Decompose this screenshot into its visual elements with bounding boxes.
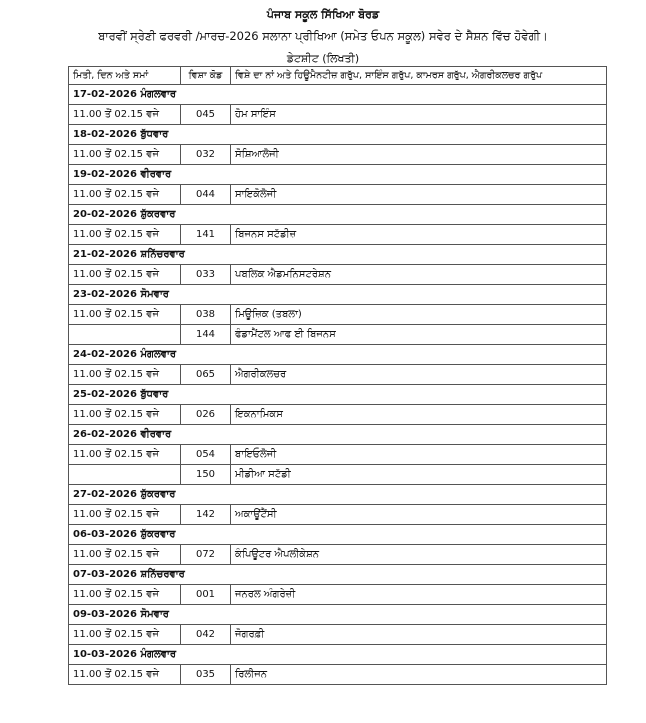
- exam-date: 25-02-2026 ਬੁੱਧਵਾਰ: [69, 385, 607, 405]
- exam-date: 27-02-2026 ਸ਼ੁੱਕਰਵਾਰ: [69, 485, 607, 505]
- date-row: [69, 345, 607, 365]
- subject-row: [69, 265, 607, 285]
- exam-date: 10-03-2026 ਮੰਗਲਵਾਰ: [69, 645, 607, 665]
- subject-code: 072: [181, 545, 231, 565]
- exam-time: 11.00 ਤੋਂ 02.15 ਵਜੇ: [69, 505, 181, 525]
- subject-row: [69, 105, 607, 125]
- date-row: [69, 525, 607, 545]
- column-header-date-time: ਮਿਤੀ, ਦਿਨ ਅਤੇ ਸਮਾਂ: [69, 67, 181, 85]
- exam-date: 23-02-2026 ਸੋਮਵਾਰ: [69, 285, 607, 305]
- subject-row: [69, 445, 607, 465]
- exam-time-empty: [69, 325, 181, 345]
- exam-date: 26-02-2026 ਵੀਰਵਾਰ: [69, 425, 607, 445]
- subject-code: 142: [181, 505, 231, 525]
- date-row: [69, 485, 607, 505]
- exam-time: 11.00 ਤੋਂ 02.15 ਵਜੇ: [69, 145, 181, 165]
- exam-time: 11.00 ਤੋਂ 02.15 ਵਜੇ: [69, 185, 181, 205]
- subject-code: 035: [181, 665, 231, 685]
- date-row: [69, 605, 607, 625]
- exam-date: 06-03-2026 ਸ਼ੁੱਕਰਵਾਰ: [69, 525, 607, 545]
- exam-time: 11.00 ਤੋਂ 02.15 ਵਜੇ: [69, 625, 181, 645]
- exam-time: 11.00 ਤੋਂ 02.15 ਵਜੇ: [69, 265, 181, 285]
- subject-name: ਸੋਸ਼ਿਆਲੋਜੀ: [231, 145, 607, 165]
- subject-code: 033: [181, 265, 231, 285]
- exam-date: 07-03-2026 ਸ਼ਨਿੱਚਰਵਾਰ: [69, 565, 607, 585]
- subject-name: ਪਬਲਿਕ ਐਡਮਨਿਸਟਰੇਸ਼ਨ: [231, 265, 607, 285]
- subject-row: [69, 665, 607, 685]
- subject-row: [69, 145, 607, 165]
- exam-time: 11.00 ਤੋਂ 02.15 ਵਜੇ: [69, 445, 181, 465]
- subject-row: [69, 545, 607, 565]
- exam-description: ਬਾਰਵੀਂ ਸ੍ਰੇਣੀ ਫਰਵਰੀ /ਮਾਰਚ-2026 ਸਲਾਨਾ ਪ੍ਰੀਖਿਆ (ਸਮੇਤ ਓਪਨ ਸਕੂਲ) ਸਵੇਰ ਦੇ ਸੈਸ਼ਨ ਵਿੱਚ ਹੋਵੇਗੀ।: [98, 29, 548, 43]
- date-row: [69, 205, 607, 225]
- exam-time: 11.00 ਤੋਂ 02.15 ਵਜੇ: [69, 405, 181, 425]
- subject-code: 054: [181, 445, 231, 465]
- exam-date: 09-03-2026 ਸੋਮਵਾਰ: [69, 605, 607, 625]
- exam-date: 24-02-2026 ਮੰਗਲਵਾਰ: [69, 345, 607, 365]
- datesheet-table: [68, 66, 607, 685]
- exam-time: 11.00 ਤੋਂ 02.15 ਵਜੇ: [69, 585, 181, 605]
- column-header-subject: ਵਿਸ਼ੇ ਦਾ ਨਾਂ ਅਤੇ ਹਿਊਮੈਨਟੀਜ਼ ਗਰੁੱਪ, ਸਾਇੰਸ ਗਰੁੱਪ, ਕਾਮਰਸ ਗਰੁੱਪ, ਐਗਰੀਕਲਚਰ ਗਰੁੱਪ: [231, 67, 607, 85]
- subject-row: [69, 405, 607, 425]
- subject-code: 065: [181, 365, 231, 385]
- subject-row: [69, 465, 607, 485]
- exam-time: 11.00 ਤੋਂ 02.15 ਵਜੇ: [69, 105, 181, 125]
- subject-name: ਐਗਰੀਕਲਚਰ: [231, 365, 607, 385]
- subject-name: ਇਕਨਾਮਿਕਸ: [231, 405, 607, 425]
- date-row: [69, 645, 607, 665]
- subject-name: ਜੋਗਰਫ਼ੀ: [231, 625, 607, 645]
- exam-time: 11.00 ਤੋਂ 02.15 ਵਜੇ: [69, 545, 181, 565]
- subject-row: [69, 625, 607, 645]
- subject-code: 001: [181, 585, 231, 605]
- exam-date: 18-02-2026 ਬੁੱਧਵਾਰ: [69, 125, 607, 145]
- subject-code: 042: [181, 625, 231, 645]
- exam-time: 11.00 ਤੋਂ 02.15 ਵਜੇ: [69, 365, 181, 385]
- subject-name: ਕੰਪਿਊਟਰ ਐਪਲੀਕੇਸ਼ਨ: [231, 545, 607, 565]
- table-header-row: [69, 67, 607, 85]
- date-row: [69, 125, 607, 145]
- datesheet-label: ਡੇਟਸ਼ੀਟ (ਲਿਖਤੀ): [286, 52, 360, 65]
- subject-code: 045: [181, 105, 231, 125]
- subject-name: ਮਿਊਜ਼ਿਕ (ਤਬਲਾ): [231, 305, 607, 325]
- subject-name: ਬਾਇਓਲੋਜੀ: [231, 445, 607, 465]
- subject-code: 032: [181, 145, 231, 165]
- date-row: [69, 165, 607, 185]
- subject-row: [69, 305, 607, 325]
- subject-row: [69, 325, 607, 345]
- subject-code: 038: [181, 305, 231, 325]
- date-row: [69, 565, 607, 585]
- date-row: [69, 85, 607, 105]
- subject-row: [69, 585, 607, 605]
- subject-name: ਹੋਮ ਸਾਇੰਸ: [231, 105, 607, 125]
- date-row: [69, 385, 607, 405]
- subject-name: ਸਾਇਕੋਲੋਜੀ: [231, 185, 607, 205]
- subject-code: 026: [181, 405, 231, 425]
- exam-date: 19-02-2026 ਵੀਰਵਾਰ: [69, 165, 607, 185]
- exam-date: 20-02-2026 ਸ਼ੁੱਕਰਵਾਰ: [69, 205, 607, 225]
- subject-name: ਅਕਾਊਂਟੈਂਸੀ: [231, 505, 607, 525]
- exam-date: 21-02-2026 ਸ਼ਨਿੱਚਰਵਾਰ: [69, 245, 607, 265]
- subject-name: ਫੰਡਾਮੈਂਟਲ ਆਫ ਈ ਬਿਜਨਸ: [231, 325, 607, 345]
- column-header-code: ਵਿਸ਼ਾ ਕੋਡ: [181, 67, 231, 85]
- exam-date: 17-02-2026 ਮੰਗਲਵਾਰ: [69, 85, 607, 105]
- subject-row: [69, 505, 607, 525]
- date-row: [69, 285, 607, 305]
- subject-row: [69, 225, 607, 245]
- exam-time: 11.00 ਤੋਂ 02.15 ਵਜੇ: [69, 665, 181, 685]
- date-row: [69, 245, 607, 265]
- subject-code: 044: [181, 185, 231, 205]
- exam-time: 11.00 ਤੋਂ 02.15 ਵਜੇ: [69, 305, 181, 325]
- exam-time-empty: [69, 465, 181, 485]
- subject-name: ਜਨਰਲ ਅੰਗਰੇਜ਼ੀ: [231, 585, 607, 605]
- subject-name: ਬਿਜਨਸ ਸਟੱਡੀਜ਼: [231, 225, 607, 245]
- subject-code: 144: [181, 325, 231, 345]
- subject-code: 141: [181, 225, 231, 245]
- board-title: ਪੰਜਾਬ ਸਕੂਲ ਸਿੱਖਿਆ ਬੋਰਡ: [266, 8, 380, 21]
- date-row: [69, 425, 607, 445]
- subject-code: 150: [181, 465, 231, 485]
- exam-time: 11.00 ਤੋਂ 02.15 ਵਜੇ: [69, 225, 181, 245]
- subject-name: ਰਿਲੀਜਨ: [231, 665, 607, 685]
- subject-row: [69, 185, 607, 205]
- subject-name: ਮੀਡੀਆ ਸਟੱਡੀ: [231, 465, 607, 485]
- subject-row: [69, 365, 607, 385]
